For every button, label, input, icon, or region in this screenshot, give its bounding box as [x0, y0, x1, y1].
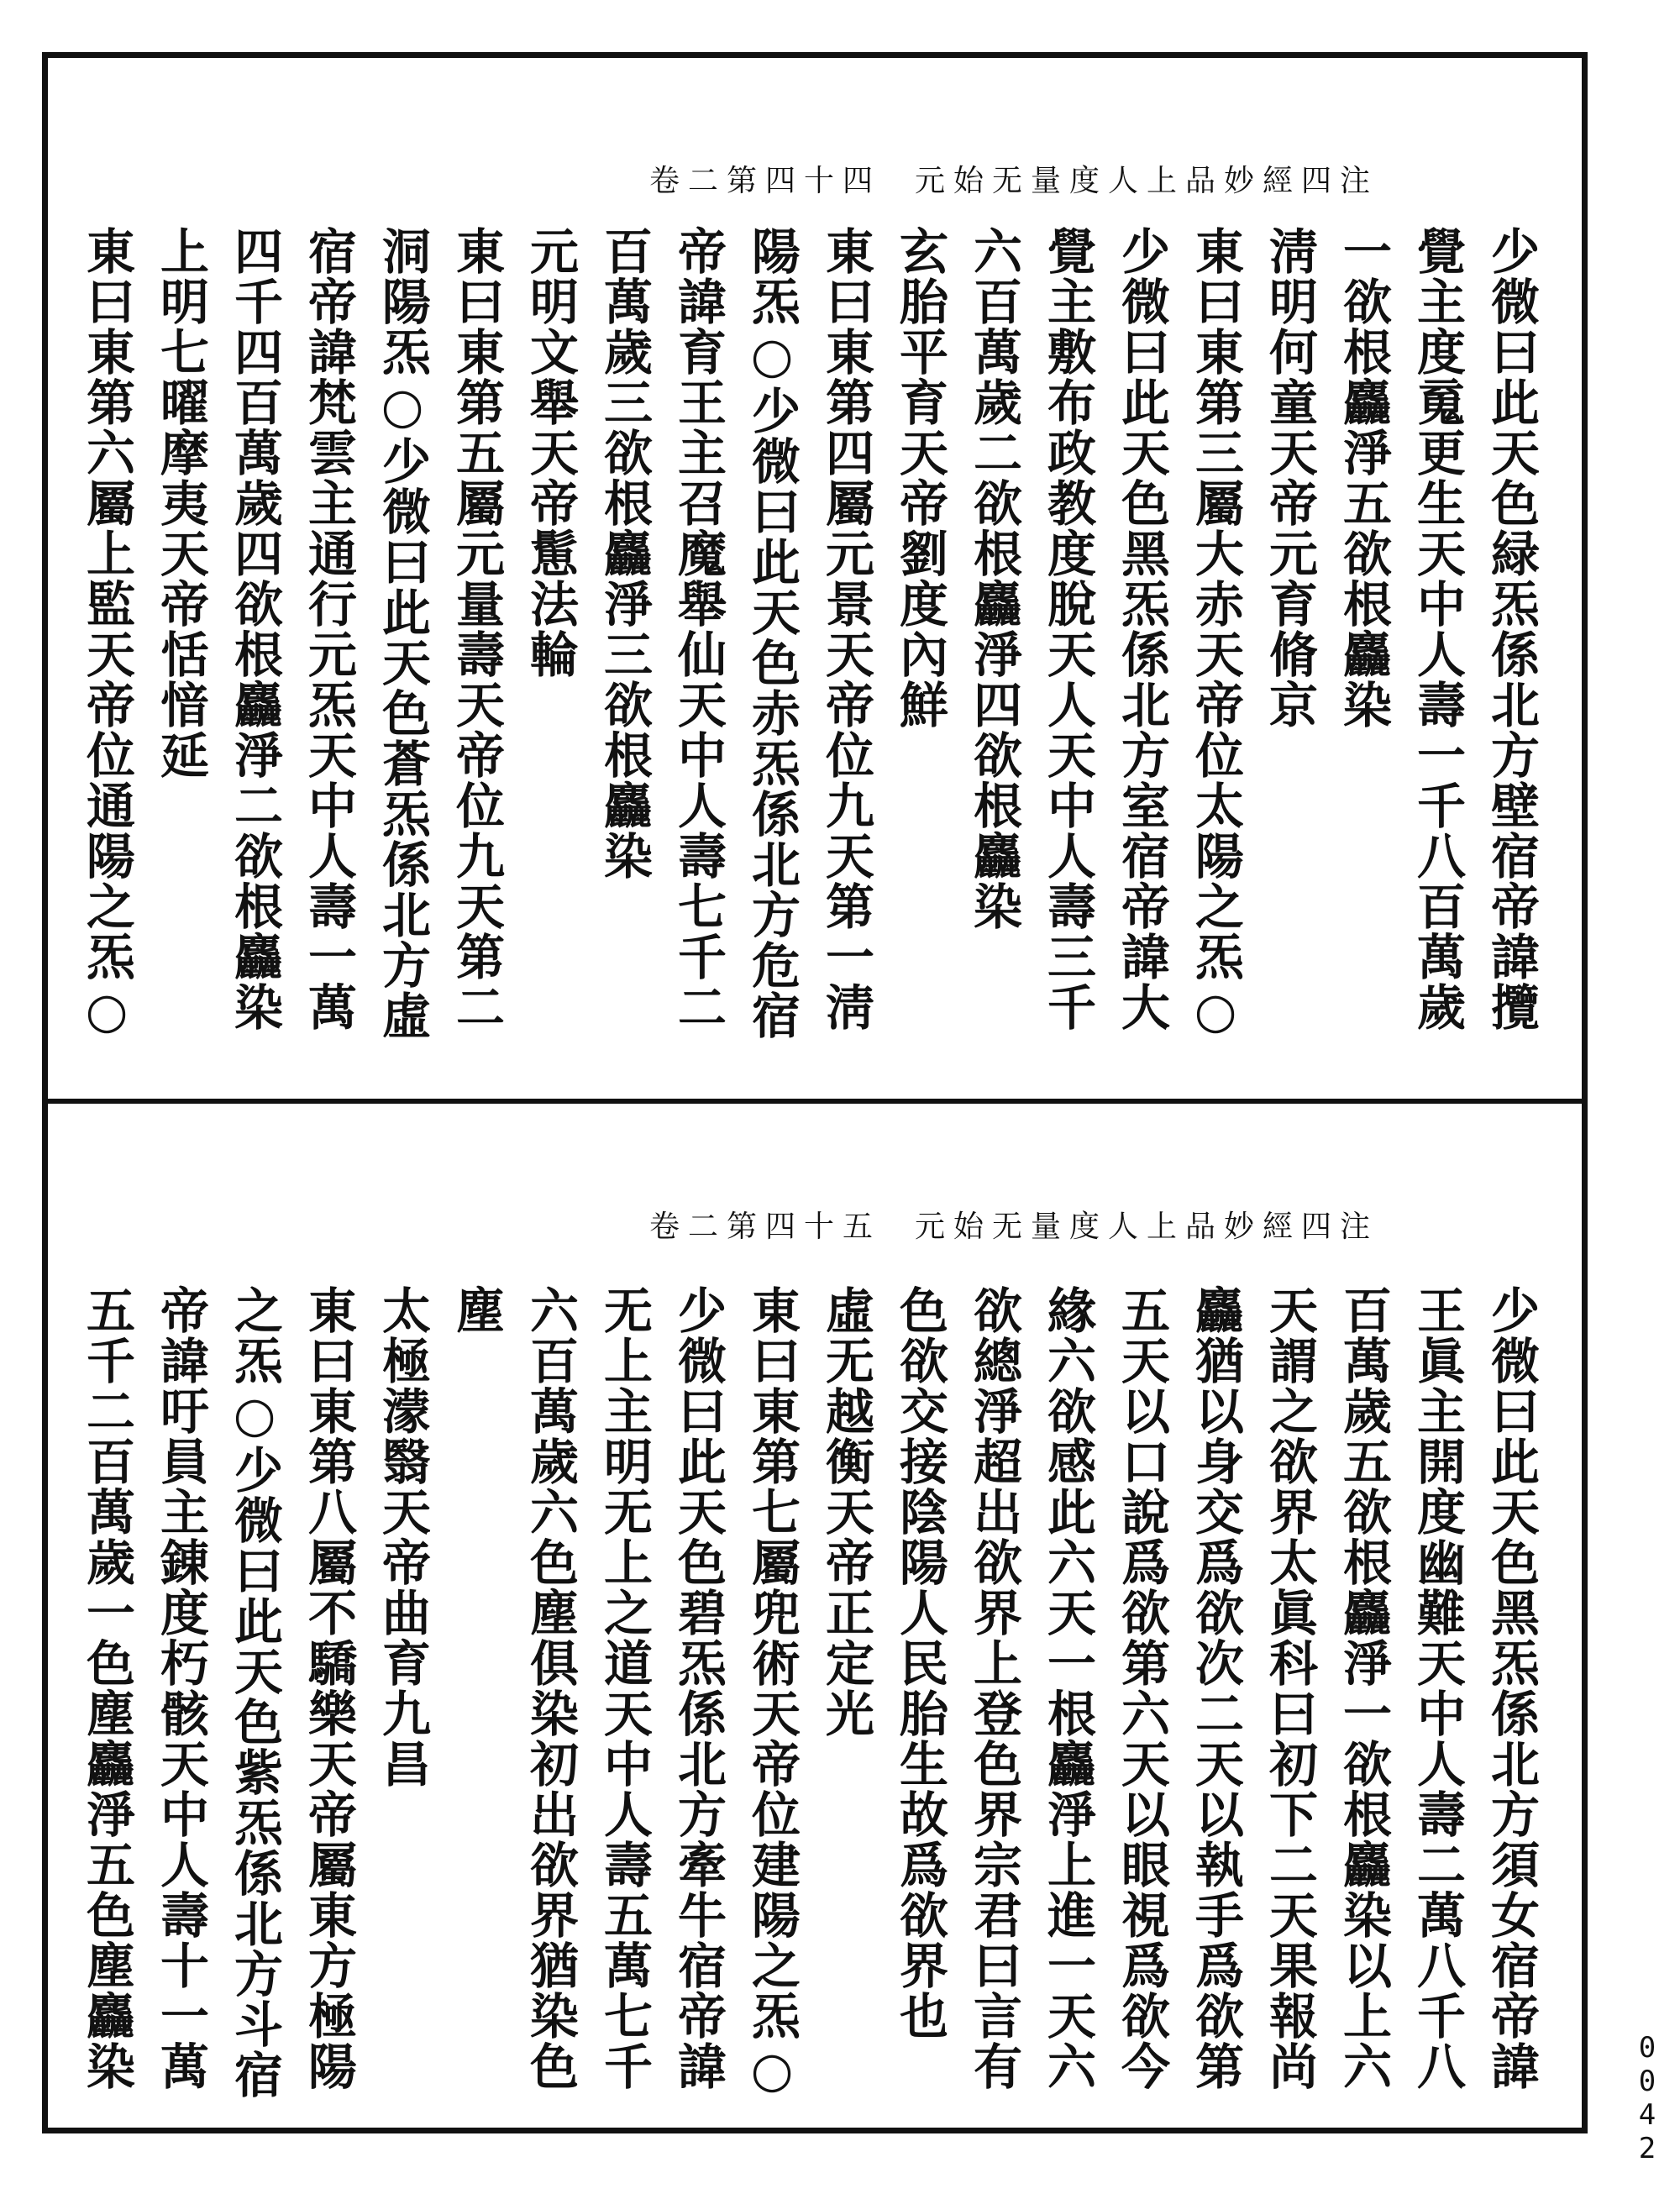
text-column: 陽炁○少微曰此天色赤炁係北方危宿	[743, 226, 801, 1041]
text-column: 无上主明无上之道天中人壽五萬七千	[596, 1285, 653, 2091]
text-column: 天謂之欲界太眞科曰初下二天果報尚	[1261, 1285, 1318, 2091]
text-column: 帝諱吁員主錬度朽骸天中人壽十一萬	[152, 1285, 209, 2091]
text-column: 東曰東第三屬大赤天帝位太陽之炁○	[1187, 226, 1244, 1041]
header-title: 元始无量度人上品妙經四注	[914, 164, 1378, 198]
text-column: 四千四百萬歲四欲根麤淨二欲根麤染	[226, 226, 283, 1032]
text-column: 少微曰此天色黑炁係北方須女宿帝諱	[1483, 1285, 1540, 2091]
text-column: 覺主度䰟更生天中人壽一千八百萬歲	[1409, 226, 1466, 1032]
text-column: 少微曰此天色黑炁係北方室宿帝諱大	[1113, 226, 1170, 1032]
text-column: 少微曰此天色緑炁係北方壁宿帝諱攬	[1483, 226, 1540, 1032]
text-column: 東曰東第四屬元景天帝位九天第一淸	[817, 226, 874, 1032]
text-column: 帝諱育王主召魔舉仙天中人壽七千二	[669, 226, 727, 1032]
text-column: 洞陽炁○少微曰此天色蒼炁係北方虛	[374, 226, 431, 1041]
text-column: 淸明何童天帝元育脩京	[1261, 226, 1318, 730]
text-column: 元明文舉天帝䰄法輪	[522, 226, 579, 680]
text-column: 上明七曜摩夷天帝恬愔延	[152, 226, 209, 780]
text-column: 塵	[448, 1285, 505, 1336]
text-column: 之炁○少微曰此天色紫炁係北方斗宿	[226, 1285, 283, 2100]
text-column: 東曰東第六屬上監天帝位通陽之炁○	[78, 226, 135, 1041]
text-column: 宿帝諱梵雲主通行元炁天中人壽一萬	[300, 226, 357, 1032]
header-volume: 卷二第四十四	[648, 164, 881, 198]
text-column: 玄胎平育天帝劉度內鮮	[891, 226, 948, 730]
top-panel	[48, 58, 1582, 1099]
text-column: 東曰東第五屬元量壽天帝位九天第二	[448, 226, 505, 1032]
text-column: 東曰東第七屬兜術天帝位建陽之炁○	[743, 1285, 801, 2100]
header-volume: 卷二第四十五	[648, 1210, 881, 1244]
running-header	[649, 157, 1378, 200]
text-column: 少微曰此天色碧炁係北方牽牛宿帝諱	[669, 1285, 727, 2091]
text-column: 一欲根麤淨五欲根麤染	[1335, 226, 1392, 730]
text-column: 百萬歲五欲根麤淨一欲根麤染以上六	[1335, 1285, 1392, 2091]
running-header	[649, 1203, 1378, 1246]
text-column: 太極濛翳天帝曲育九昌	[374, 1285, 431, 1789]
bottom-panel	[48, 1104, 1582, 2128]
text-column: 五千二百萬歲一色塵麤淨五色塵麤染	[78, 1285, 135, 2091]
text-column: 五天以口說爲欲第六天以眼視爲欲今	[1113, 1285, 1170, 2091]
text-column: 王眞主開度幽難天中人壽二萬八千八	[1409, 1285, 1466, 2091]
page-number: 0042	[1630, 2031, 1664, 2165]
header-title: 元始无量度人上品妙經四注	[914, 1210, 1378, 1244]
text-column: 麤猶以身交爲欲次二天以執手爲欲第	[1187, 1285, 1244, 2091]
text-column: 色欲交接陰陽人民胎生故爲欲界也	[891, 1285, 948, 2041]
text-column: 東曰東第八屬不驕樂天帝屬東方極陽	[300, 1285, 357, 2091]
text-column: 六百萬歲六色塵俱染初出欲界猶染色	[522, 1285, 579, 2091]
text-column: 百萬歲三欲根麤淨三欲根麤染	[596, 226, 653, 881]
text-column: 緣六欲感此六天一根麤淨上進一天六	[1039, 1285, 1096, 2091]
text-column: 欲總淨超出欲界上登色界宗君曰言有	[965, 1285, 1022, 2091]
text-column: 覺主敷布政教度脫天人天中人壽三千	[1039, 226, 1096, 1032]
text-column: 虛无越衡天帝正定光	[817, 1285, 874, 1739]
text-column: 六百萬歲二欲根麤淨四欲根麤染	[965, 226, 1022, 932]
